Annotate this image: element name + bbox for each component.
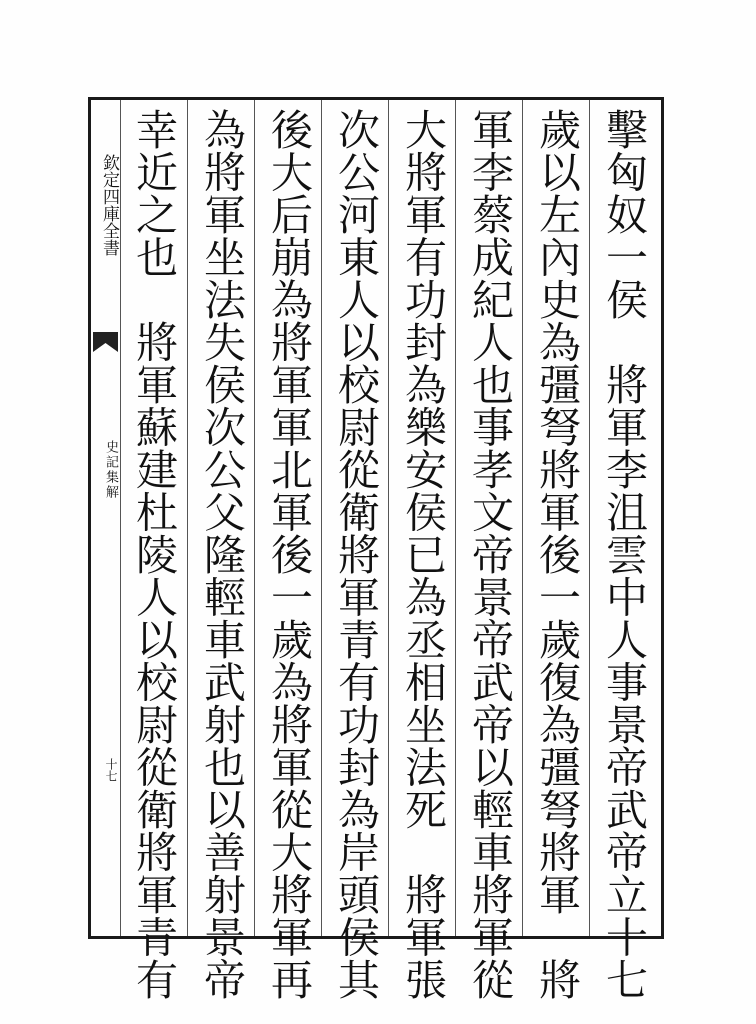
text-column-6: 後大后崩為將軍軍北軍後一歲為將軍從大將軍再 xyxy=(265,108,314,1001)
text-column-8: 幸近之也 將軍蘇建杜陵人以校尉從衛將軍青有 xyxy=(130,108,179,1001)
fishtail-mark-icon xyxy=(93,332,118,352)
margin-page-number: 十七 xyxy=(104,758,118,782)
column-rule xyxy=(187,100,188,936)
column-rule xyxy=(254,100,255,936)
margin-series-title: 欽定四庫全書 xyxy=(99,154,119,256)
column-rule xyxy=(120,100,121,936)
column-rule xyxy=(589,100,590,936)
column-rule xyxy=(455,100,456,936)
text-column-5: 次公河東人以校尉從衛將軍青有功封為岸頭侯其 xyxy=(332,108,381,1001)
column-rule xyxy=(321,100,322,936)
column-rule xyxy=(522,100,523,936)
margin-column xyxy=(91,100,120,936)
column-rule xyxy=(388,100,389,936)
text-column-3: 軍李蔡成紀人也事孝文帝景帝武帝以輕車將軍從 xyxy=(466,108,515,1001)
text-column-2: 歲以左內史為彊弩將軍後一歲復為彊弩將軍 將 xyxy=(533,108,582,1001)
text-column-4: 大將軍有功封為樂安侯已為丞相坐法死 將軍張 xyxy=(399,108,448,1001)
text-column-7: 為將軍坐法失侯次公父隆輕車武射也以善射景帝 xyxy=(198,108,247,1001)
text-column-1: 擊匈奴一侯 將軍李沮雲中人事景帝武帝立十七 xyxy=(600,108,649,1001)
margin-book-title: 史記集解 xyxy=(103,440,118,500)
